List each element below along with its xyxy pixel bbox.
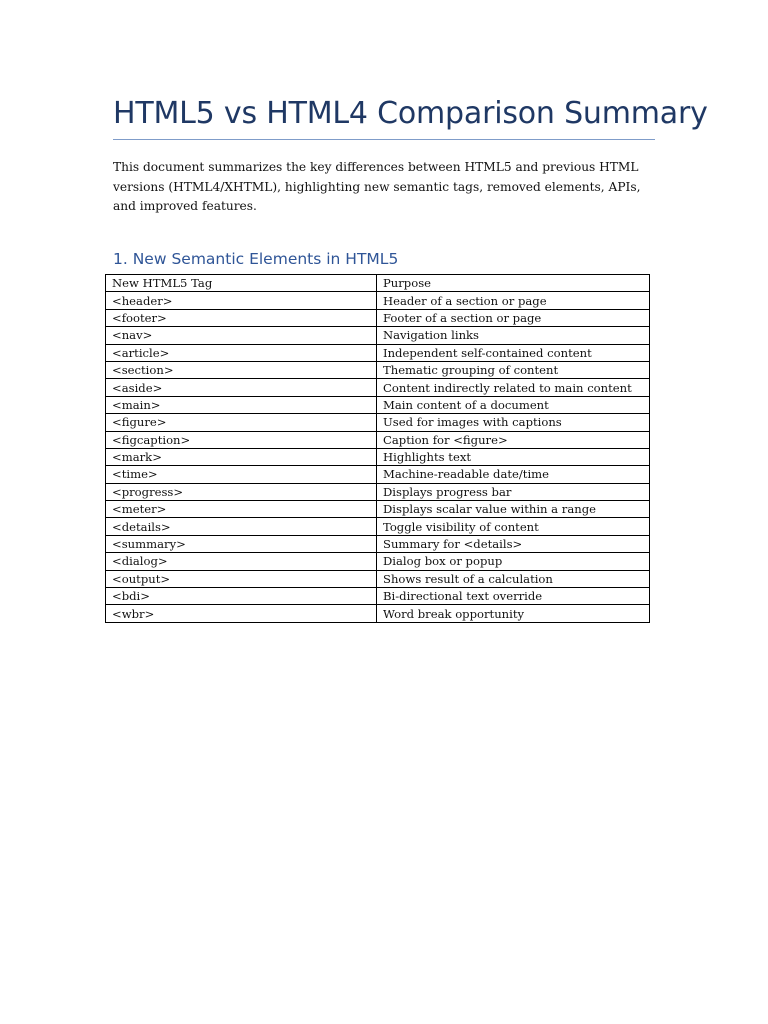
table-row [106,327,650,344]
table-row [106,466,650,483]
title-underline [113,139,655,140]
table-row [106,588,650,605]
tag-cell: <summary> [106,535,377,552]
tag-cell: <footer> [106,309,377,326]
tag-cell: <header> [106,292,377,309]
tag-cell: <wbr> [106,605,377,622]
purpose-cell: Header of a section or page [377,292,650,309]
table-row [106,361,650,378]
tag-cell: <meter> [106,501,377,518]
purpose-cell: Caption for <figure> [377,431,650,448]
purpose-cell: Machine-readable date/time [377,466,650,483]
table-row [106,344,650,361]
semantic-elements-table [105,274,650,623]
purpose-cell: Thematic grouping of content [377,361,650,378]
table-row [106,396,650,413]
purpose-cell: Used for images with captions [377,414,650,431]
section-heading: 1. New Semantic Elements in HTML5 [113,250,399,268]
tag-cell: <mark> [106,448,377,465]
purpose-cell: Shows result of a calculation [377,570,650,587]
table-row [106,501,650,518]
purpose-cell: Summary for <details> [377,535,650,552]
purpose-cell: Highlights text [377,448,650,465]
purpose-cell: Displays progress bar [377,483,650,500]
column-header-purpose: Purpose [377,275,650,292]
intro-paragraph: This document summarizes the key differences between HTML5 and previous HTML versions (HTML4/XHTML), highlighting new semantic tags, removed elements, APIs, and improved features. [113,160,641,214]
table-row [106,570,650,587]
table-row [106,292,650,309]
tag-cell: <details> [106,518,377,535]
purpose-cell: Content indirectly related to main content [377,379,650,396]
purpose-cell: Toggle visibility of content [377,518,650,535]
tag-cell: <figcaption> [106,431,377,448]
purpose-cell: Navigation links [377,327,650,344]
column-header-tag: New HTML5 Tag [106,275,377,292]
table-row [106,309,650,326]
table-row [106,414,650,431]
table-row [106,483,650,500]
table-row [106,605,650,622]
tag-cell: <main> [106,396,377,413]
tag-cell: <section> [106,361,377,378]
table-row [106,431,650,448]
tag-cell: <figure> [106,414,377,431]
tag-cell: <dialog> [106,553,377,570]
purpose-cell: Footer of a section or page [377,309,650,326]
purpose-cell: Bi-directional text override [377,588,650,605]
tag-cell: <output> [106,570,377,587]
document-title: HTML5 vs HTML4 Comparison Summary [113,96,708,131]
purpose-cell: Word break opportunity [377,605,650,622]
purpose-cell: Independent self-contained content [377,344,650,361]
tag-cell: <article> [106,344,377,361]
table-header-row [106,275,650,292]
purpose-cell: Displays scalar value within a range [377,501,650,518]
table-row [106,553,650,570]
tag-cell: <nav> [106,327,377,344]
table-row [106,535,650,552]
table-row [106,518,650,535]
tag-cell: <time> [106,466,377,483]
table-row [106,379,650,396]
table-row [106,448,650,465]
purpose-cell: Main content of a document [377,396,650,413]
purpose-cell: Dialog box or popup [377,553,650,570]
tag-cell: <progress> [106,483,377,500]
tag-cell: <bdi> [106,588,377,605]
tag-cell: <aside> [106,379,377,396]
